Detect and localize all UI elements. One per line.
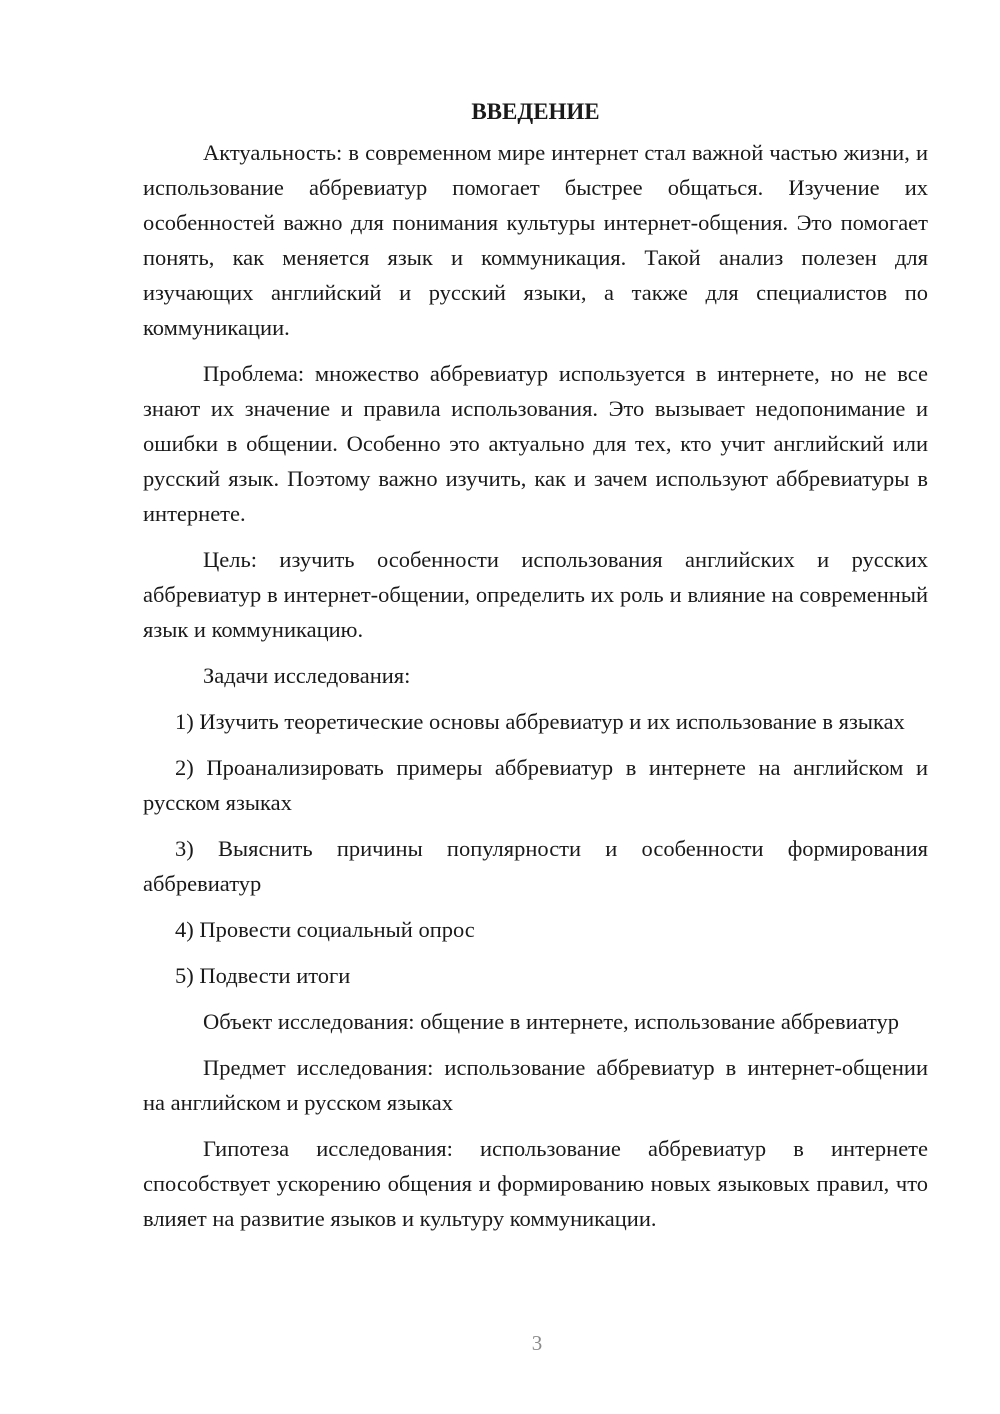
task-item: 4) Провести социальный опрос — [175, 917, 475, 942]
page-number: 3 — [531, 1331, 543, 1355]
task-item: 1) Изучить теоретические основы аббревиатур и их использование в языках — [175, 709, 905, 734]
tasks-heading: Задачи исследования: — [203, 663, 411, 688]
goal-paragraph: Цель: изучить особенности использования английских и русских аббревиатур в интернет-общении, определить их роль и влияние на современный язык и коммуникацию. — [143, 547, 928, 642]
problem-paragraph: Проблема: множество аббревиатур используется в интернете, но не все знают их значение и правила использования. Это вызывает недопонимание и ошибки в общении. Особенно это актуально для тех, кто учит английский или русский язык. Поэтому важно изучить, как и зачем используют аббревиатуры в интернете. — [143, 361, 928, 526]
page-title: ВВЕДЕНИЕ — [471, 99, 600, 124]
task-item: 5) Подвести итоги — [175, 963, 351, 988]
object-paragraph: Объект исследования: общение в интернете, использование аббревиатур — [203, 1009, 900, 1034]
document-page — [143, 94, 928, 1247]
task-item: 2) Проанализировать примеры аббревиатур в интернете на английском и русском языках — [143, 755, 928, 815]
hypothesis-paragraph: Гипотеза исследования: использование аббревиатур в интернете способствует ускорению общения и формированию новых языковых правил, что влияет на развитие языков и культуру коммуникации. — [143, 1136, 928, 1231]
task-item: 3) Выяснить причины популярности и особенности формирования аббревиатур — [143, 836, 928, 896]
relevance-paragraph: Актуальность: в современном мире интернет стал важной частью жизни, и использование аббревиатур помогает быстрее общаться. Изучение их особенностей важно для понимания культуры интернет-общения. Это помогает понять, как меняется язык и коммуникация. Такой анализ полезен для изучающих английский и русский языки, а также для специалистов по коммуникации. — [143, 140, 928, 340]
subject-paragraph: Предмет исследования: использование аббревиатур в интернет-общении на английском и русском языках — [143, 1055, 928, 1115]
